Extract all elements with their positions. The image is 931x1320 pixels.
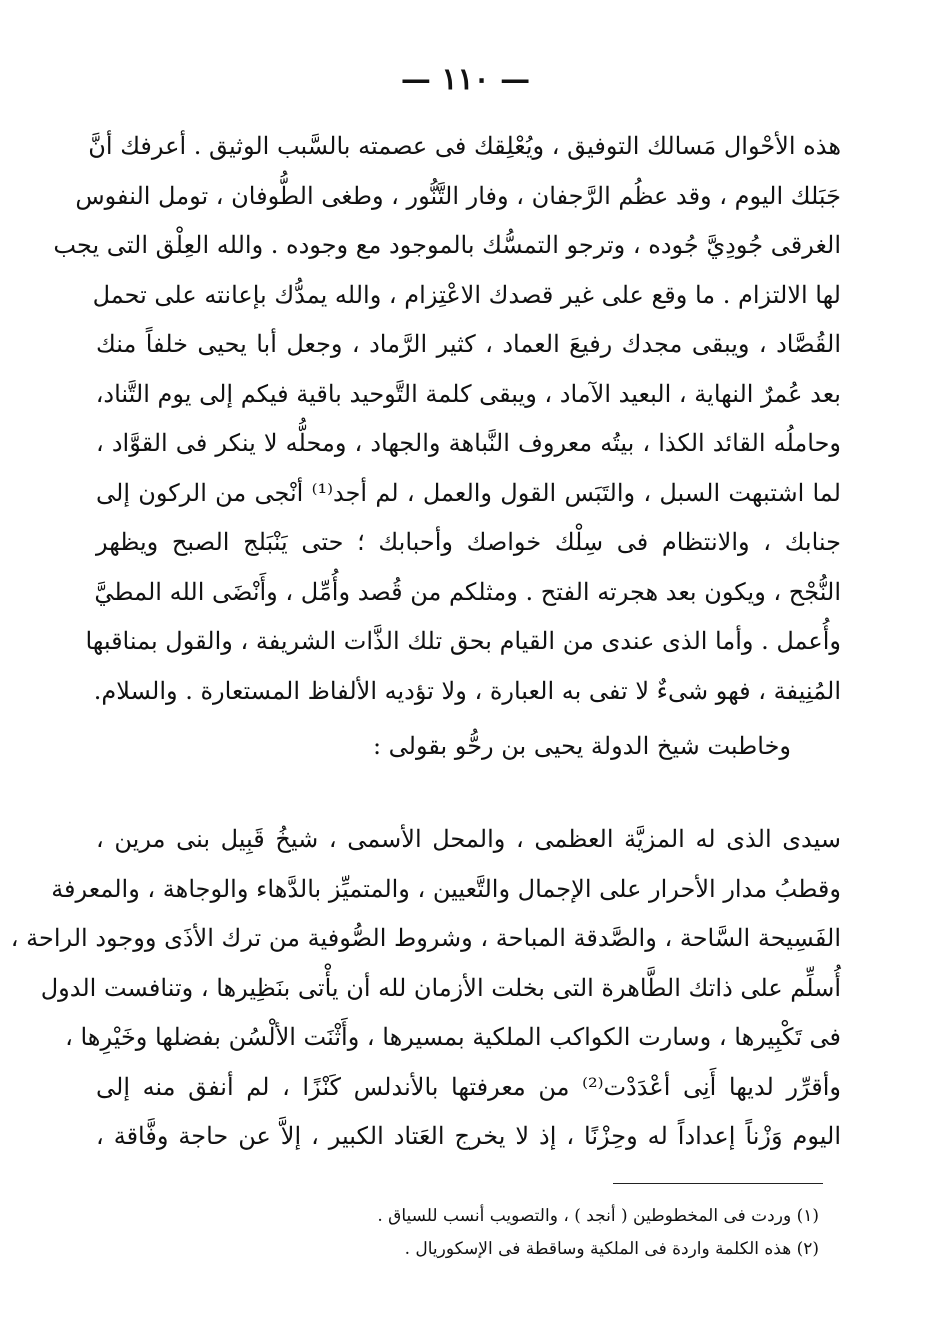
text-line: بعد عُمرٌ النهاية ، البعيد الآماد ، ويبقى كلمة التَّوحيد باقية فيكم إلى يوم التَّناد،: [95, 379, 841, 408]
footnote-1: (١) وردت فى المخطوطين ( أنجد ) ، والتصويب أنسب للسياق .: [377, 1206, 819, 1226]
text-line: لها الالتزام . ما وقع على غير قصدك الاعْتِزام ، والله يمدُّك بإعانته على تحمل: [92, 280, 841, 309]
text-line: المُنِيفة ، فهو شىءٌ لا تفى به العبارة ، ولا تؤديه الألفاظ المستعارة . والسلام.: [93, 676, 841, 705]
text-line: وأُعمل . وأما الذى عندى من القيام بحق تلك الذَّات الشريفة ، والقول بمناقبها: [85, 627, 841, 655]
footnote-divider: [613, 1183, 823, 1184]
text-line: لما اشتبهت السبل ، والتَبَس القول والعمل ، لم أجد⁽¹⁾ أنْجى من الركون إلى: [96, 478, 841, 507]
text-line: جَبَلك اليوم ، وقد عظُم الرَّجفان ، وفار التَّنُّور ، وطغى الطُّوفان ، تومل النفوس: [75, 181, 841, 210]
footnotes: [99, 1200, 819, 1266]
paragraph-letter-body: [53, 122, 842, 716]
text-line: القُصَّاد ، ويبقى مجدك رفيعَ العماد ، كثير الرَّماد ، وجعل أبا يحيى خلفاً منك: [96, 330, 841, 358]
text-line: أُسلِّم على ذاتك الطَّاهرة التى بخلت الأزمان لله أن يأْتى بنَظِيرها ، وتنافست الدول: [40, 973, 841, 1002]
text-line: اليوم وَزْناً إعداداً له وحِزْنًا ، إذ لا يخرج العَتاد الكبير ، إلاَّ عن حاجة وفَّاقة ،: [96, 1122, 841, 1150]
text-line: الفَسِيحة السَّاحة ، والصَّدقة المباحة ، وشروط الصُّوفية من ترك الأذَى ووجود الراحة ،: [10, 924, 841, 952]
text-line: فى تَكْبِيرها ، وسارت الكواكب الملكية بمسيرها ، وأَثْنَت الألْسُن بفضلها وخَيْرِها ،: [65, 1023, 841, 1051]
text-line: الغرقى جُودِيَّ جُوده ، وترجو التمسُّك بالموجود مع وجوده . والله العِلْق التى يجب: [53, 231, 841, 259]
text-line: وحاملُه القائد الكذا ، بيتُه معروف النَّباهة والجهاد ، ومحلُّه لا ينكر فى القوَّاد ،: [96, 429, 841, 457]
footnote-2: (٢) هذه الكلمة واردة فى الملكية وساقطة فى الإسكوريال .: [404, 1239, 819, 1259]
text-line: جنابك ، والانتظام فى سِلْك خواصك وأحبابك ؛ حتى يَنْبَلج الصبح ويظهر: [96, 528, 842, 556]
text-line: هذه الأحْوال مَسالك التوفيق ، ويُعْلِقك فى عصمته بالسَّبب الوثيق . أعرفك أنَّ: [88, 132, 841, 160]
section-heading: وخاطبت شيخ الدولة يحيى بن رحُّو بقولى :: [372, 732, 791, 760]
text-line: وأقرِّر لديها أَنِى أعْدَدْت⁽²⁾ من معرفتها بالأندلس كَنْزًا ، لم أنفق منه إلى: [96, 1072, 842, 1101]
text-line: النُّجْح ، ويكون بعد هجرته الفتح . ومثلكم من قُصد وأُمِّل ، وأَنْضَى الله المطيَّ: [94, 577, 841, 606]
text-line: وقطبُ مدار الأحرار على الإجمال والتَّعيين ، والمتميِّز بالدَّهاء والوجاهة ، والمعرفة: [51, 874, 841, 903]
paragraph-second-letter: [10, 815, 842, 1162]
text-line: سيدى الذى له المزيَّة العظمى ، والمحل الأسمى ، شيخُ قَبِيل بنى مرين ،: [96, 825, 841, 853]
page-number: — ١١٠ —: [400, 62, 531, 97]
